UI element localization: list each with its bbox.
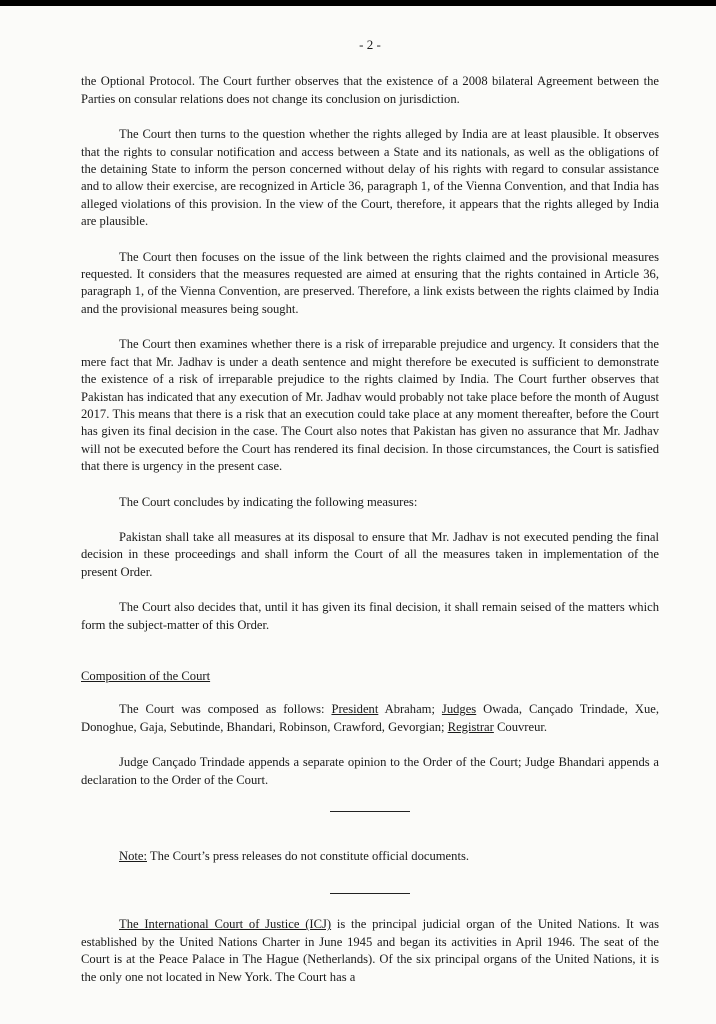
paragraph-seised: The Court also decides that, until it has given its final decision, it shall remain seised of the matters which form the subject-matter of this Order. <box>81 600 659 632</box>
separator-line <box>330 893 410 894</box>
note-label: Note: <box>119 849 147 863</box>
note-text: The Court’s press releases do not constitute official documents. <box>146 849 469 863</box>
president-name: Abraham; <box>378 702 442 717</box>
page-number: - 2 - <box>359 37 381 52</box>
icj-label: The International Court of Justice (ICJ) <box>119 917 332 932</box>
paragraph-link: The Court then focuses on the issue of the link between the rights claimed and the provisional measures requested. It considers that the measures requested are aimed at ensuring that the rights contained in Article 36, paragraph 1, of the Vienna Convention, are preserved. Therefore, a link exists between the rights claimed by India and the provisional measures being sought. <box>81 249 659 316</box>
composition-heading: Composition of the Court <box>81 668 211 683</box>
document-page <box>0 6 716 1024</box>
registrar-label: Registrar <box>447 719 494 734</box>
paragraph-measures: Pakistan shall take all measures at its disposal to ensure that Mr. Jadhav is not executed pending the final decision in these proceedings and shall inform the Court of all the measures taken in implementation of the present Order. <box>81 529 659 579</box>
separator-line <box>330 811 410 812</box>
paragraph-jurisdiction: the Optional Protocol. The Court further observes that the existence of a 2008 bilateral Agreement between the Parties on consular relations does not change its conclusion on jurisdiction. <box>81 74 659 106</box>
paragraph-urgency: The Court then examines whether there is a risk of irreparable prejudice and urgency. It considers that the mere fact that Mr. Jadhav is under a death sentence and might therefore be executed is sufficient to demonstrate the existence of a risk of irreparable prejudice to the rights claimed by India. The Court further observes that Pakistan has indicated that any execution of Mr. Jadhav would probably not take place before the month of August 2017. This means that there is a risk that an execution could take place at any moment thereafter, before the Court has given its final decision in the case. The Court also notes that Pakistan has given no assurance that Mr. Jadhav will not be executed before the Court has rendered its final decision. In those circumstances, the Court is satisfied that there is urgency in the present case. <box>81 337 659 474</box>
document-body <box>81 36 659 1004</box>
icj-text: is the principal judicial organ of the United Nations. It was established by the United Nations Charter in June 1945 and began its activities in April 1946. The seat of the Court is at the Peace Palace in The Hague (Netherlands). Of the six principal organs of the United Nations, it is the only one not located in New York. The Court has a <box>81 917 659 984</box>
icj-paragraph <box>81 916 659 986</box>
president-label: President <box>331 702 379 717</box>
registrar-name: Couvreur. <box>493 719 548 734</box>
note-paragraph <box>81 848 659 865</box>
opinions-paragraph: Judge Cançado Trindade appends a separate opinion to the Order of the Court; Judge Bhandari appends a declaration to the Order of the Court. <box>81 755 659 787</box>
composition-intro: The Court was composed as follows: <box>119 702 332 717</box>
judges-label: Judges <box>441 702 477 717</box>
composition-paragraph <box>81 701 659 736</box>
paragraph-conclusion: The Court concludes by indicating the following measures: <box>119 494 418 509</box>
paragraph-plausibility: The Court then turns to the question whether the rights alleged by India are at least plausible. It observes that the rights to consular notification and access between a State and its nationals, as well as the obligations of the detaining State to inform the person concerned without delay of his rights with regard to consular assistance and to allow their exercise, are recognized in Article 36, paragraph 1, of the Vienna Convention, and that India has alleged violations of this provision. In the view of the Court, therefore, it appears that the rights alleged by India are plausible. <box>81 127 659 229</box>
judges-names: Owada, Cançado Trindade, Xue, Donoghue, Gaja, Sebutinde, Bhandari, Robinson, Crawford, Gevorgian; <box>81 702 659 734</box>
